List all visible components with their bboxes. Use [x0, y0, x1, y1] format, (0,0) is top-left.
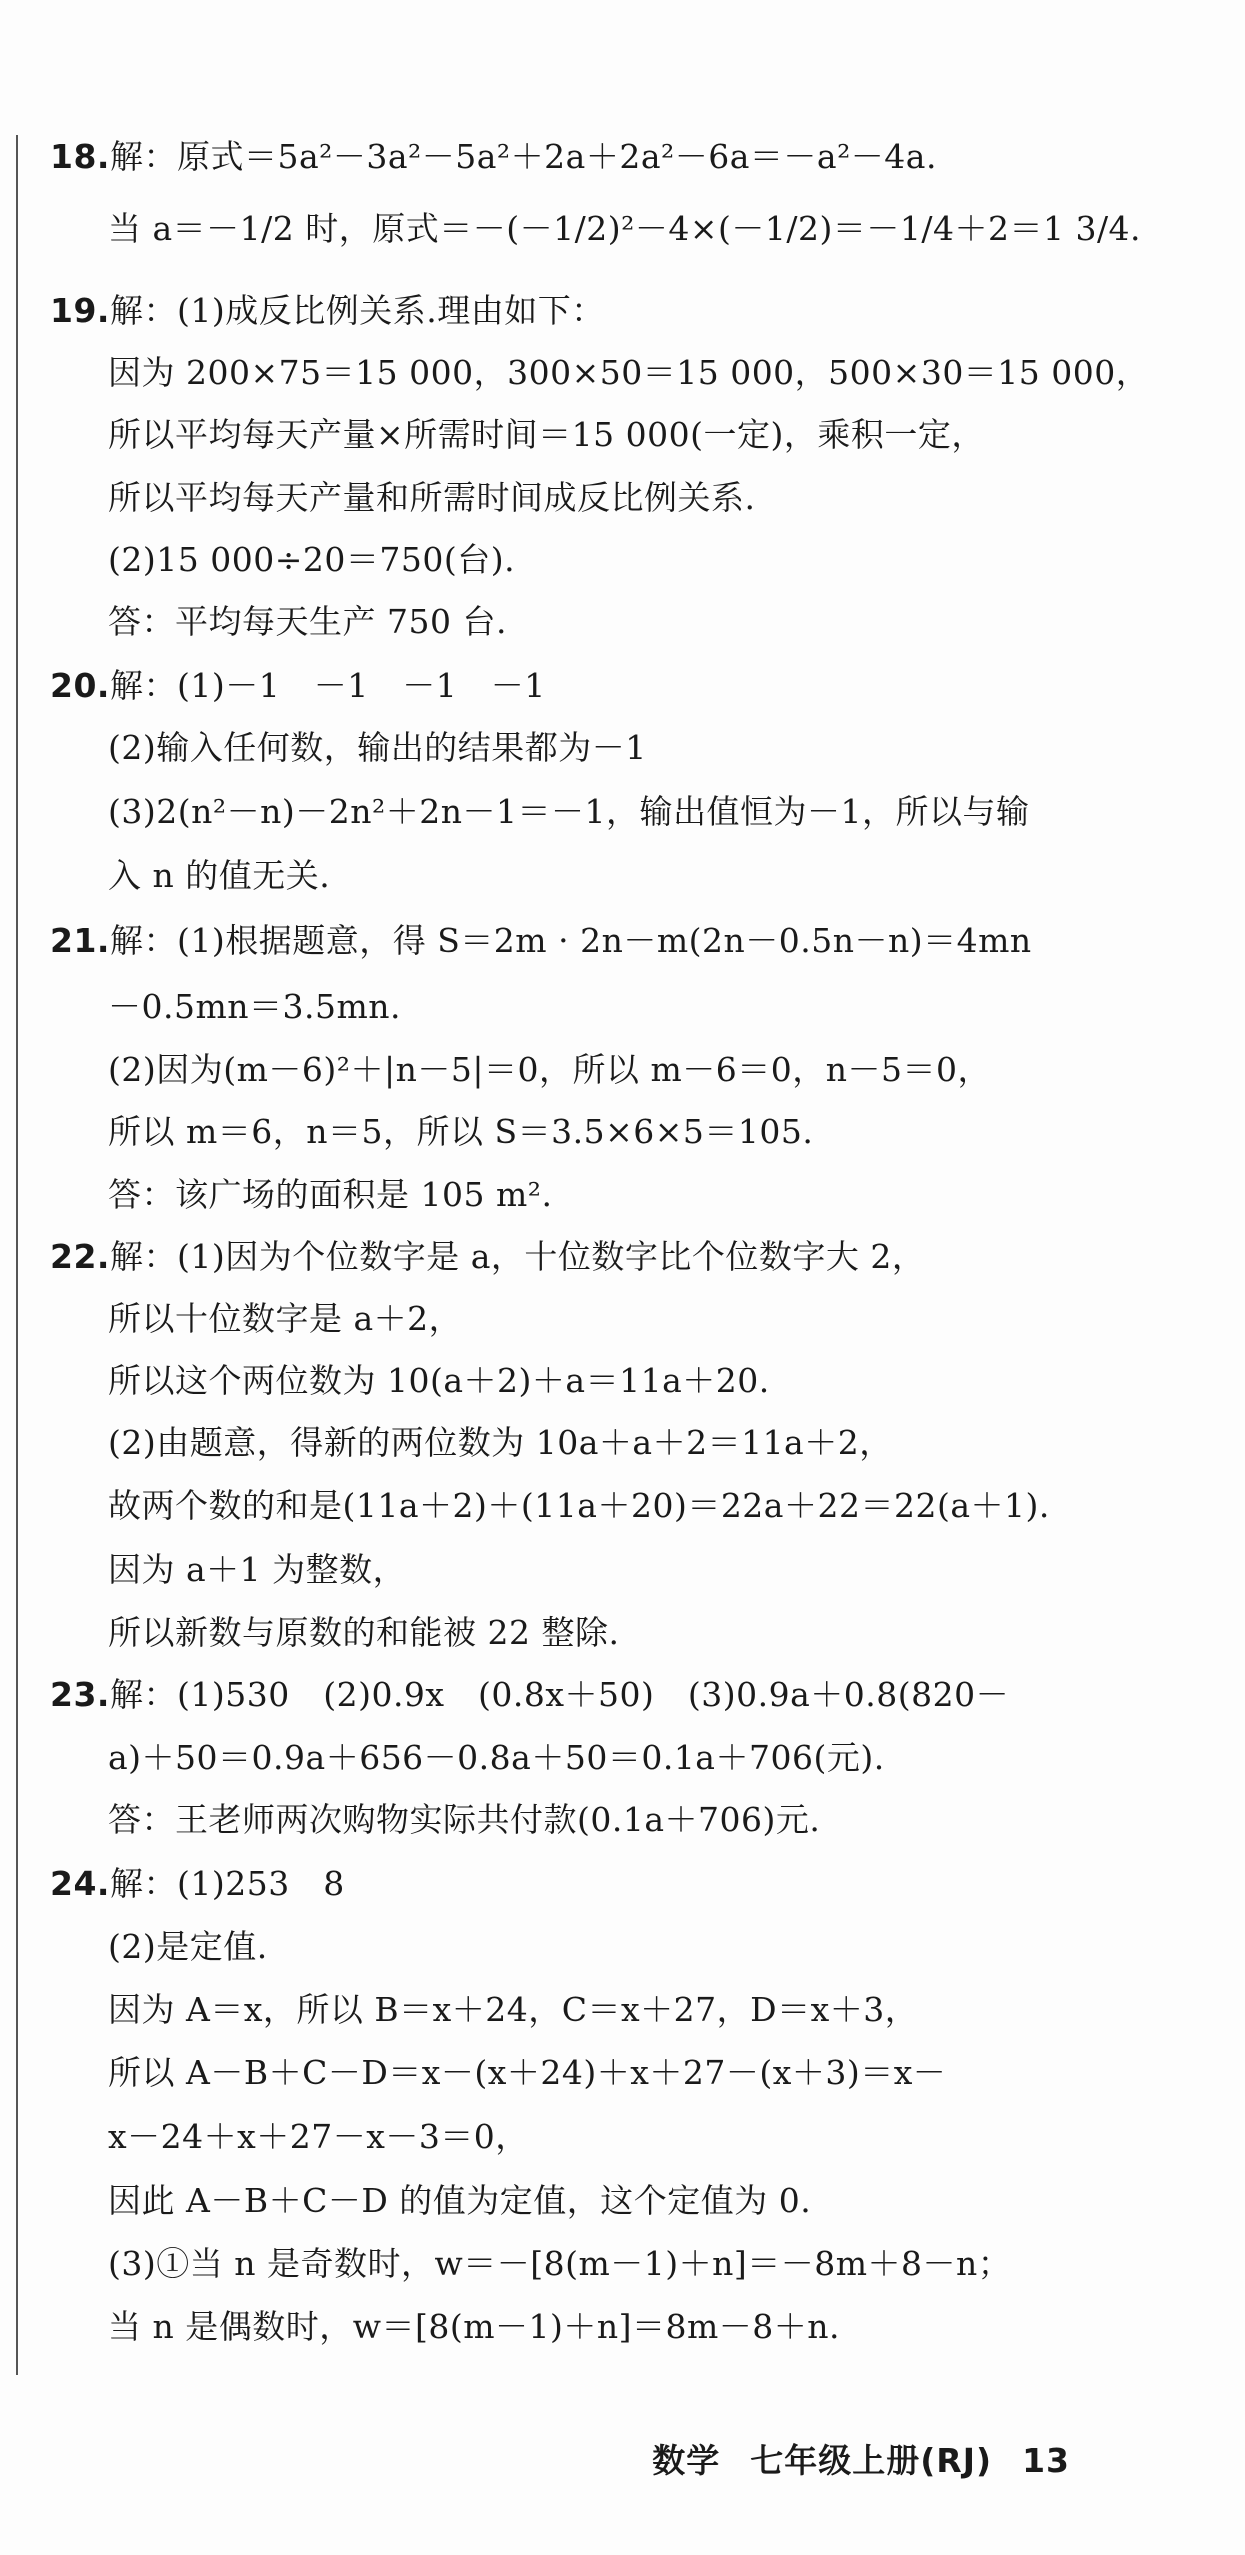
q19-number: 19. — [50, 291, 110, 330]
q19-line-3: 所以平均每天产量×所需时间＝15 000(一定)，乘积一定， — [108, 415, 985, 454]
page-footer — [652, 2440, 1070, 2482]
footer-subject: 数学 — [652, 2441, 721, 2480]
q18-line-2: 当 a＝－1/2 时，原式＝－(－1/2)²－4×(－1/2)＝－1/4＋2＝1 3/4. — [108, 209, 1142, 248]
q19-line-4: 所以平均每天产量和所需时间成反比例关系. — [108, 478, 756, 517]
q19-line-1: 解：(1)成反比例关系.理由如下： — [109, 291, 605, 330]
q24-line-2: (2)是定值. — [108, 1927, 268, 1966]
q20-line-4: 入 n 的值无关. — [108, 856, 331, 895]
q23-number-line — [50, 1674, 1009, 1716]
q23-line-2: a)＋50＝0.9a＋656－0.8a＋50＝0.1a＋706(元). — [108, 1738, 885, 1777]
q21-line-3: (2)因为(m－6)²＋|n－5|＝0，所以 m－6＝0，n－5＝0， — [108, 1050, 992, 1089]
q23-number: 23. — [50, 1675, 110, 1714]
q24-number-line — [50, 1863, 345, 1905]
q20-line-3: (3)2(n²－n)－2n²＋2n－1＝－1，输出值恒为－1，所以与输 — [108, 792, 1030, 831]
q21-number-line — [50, 920, 1032, 962]
q22-line-3: 所以这个两位数为 10(a＋2)＋a＝11a＋20. — [108, 1361, 770, 1400]
margin-rule — [16, 135, 18, 2375]
q23-line-3: 答：王老师两次购物实际共付款(0.1a＋706)元. — [108, 1800, 821, 1839]
q20-number-line — [50, 665, 546, 707]
q24-line-5: x－24＋x＋27－x－3＝0， — [108, 2117, 529, 2156]
q24-line-3: 因为 A＝x，所以 B＝x＋24，C＝x＋27，D＝x＋3， — [108, 1990, 919, 2029]
q22-line-4: (2)由题意，得新的两位数为 10a＋a＋2＝11a＋2， — [108, 1423, 893, 1462]
q24-line-1: 解：(1)253 8 — [109, 1864, 345, 1903]
q21-line-4: 所以 m＝6，n＝5，所以 S＝3.5×6×5＝105. — [108, 1112, 814, 1151]
footer-book: 七年级上册(RJ) — [750, 2441, 993, 2480]
q20-number: 20. — [50, 666, 110, 705]
q19-line-2: 因为 200×75＝15 000，300×50＝15 000，500×30＝15 000， — [108, 353, 1150, 392]
q22-line-2: 所以十位数字是 a＋2， — [108, 1299, 463, 1338]
q22-number: 22. — [50, 1237, 110, 1276]
q24-line-8: 当 n 是偶数时，w＝[8(m－1)＋n]＝8m－8＋n. — [108, 2307, 841, 2346]
q22-line-5: 故两个数的和是(11a＋2)＋(11a＋20)＝22a＋22＝22(a＋1). — [108, 1486, 1050, 1525]
q24-line-6: 因此 A－B＋C－D 的值为定值，这个定值为 0. — [108, 2181, 812, 2220]
q18-line-1: 解：原式＝5a²－3a²－5a²＋2a＋2a²－6a＝－a²－4a. — [109, 137, 937, 176]
q21-line-2: －0.5mn＝3.5mn. — [108, 987, 402, 1026]
q22-line-1: 解：(1)因为个位数字是 a，十位数字比个位数字大 2， — [109, 1237, 926, 1276]
q19-line-6: 答：平均每天生产 750 台. — [108, 602, 507, 641]
q21-number: 21. — [50, 921, 110, 960]
q21-line-5: 答：该广场的面积是 105 m². — [108, 1175, 553, 1214]
q22-line-7: 所以新数与原数的和能被 22 整除. — [108, 1613, 620, 1652]
q22-line-6: 因为 a＋1 为整数， — [108, 1550, 407, 1589]
q24-line-4: 所以 A－B＋C－D＝x－(x＋24)＋x＋27－(x＋3)＝x－ — [108, 2053, 947, 2092]
q24-number: 24. — [50, 1864, 110, 1903]
q19-number-line — [50, 290, 605, 332]
page-number: 13 — [1022, 2441, 1070, 2480]
q20-line-2: (2)输入任何数，输出的结果都为－1 — [108, 728, 647, 767]
q22-number-line — [50, 1236, 925, 1278]
q18-number-line — [50, 136, 937, 178]
q21-line-1: 解：(1)根据题意，得 S＝2m · 2n－m(2n－0.5n－n)＝4mn — [109, 921, 1032, 960]
q20-line-1: 解：(1)－1 －1 －1 －1 — [109, 666, 546, 705]
q24-line-7: (3)①当 n 是奇数时，w＝－[8(m－1)＋n]＝－8m＋8－n； — [108, 2244, 1012, 2283]
q23-line-1: 解：(1)530 (2)0.9x (0.8x＋50) (3)0.9a＋0.8(820－ — [109, 1675, 1010, 1714]
q18-number: 18. — [50, 137, 110, 176]
q19-line-5: (2)15 000÷20＝750(台). — [108, 540, 516, 579]
